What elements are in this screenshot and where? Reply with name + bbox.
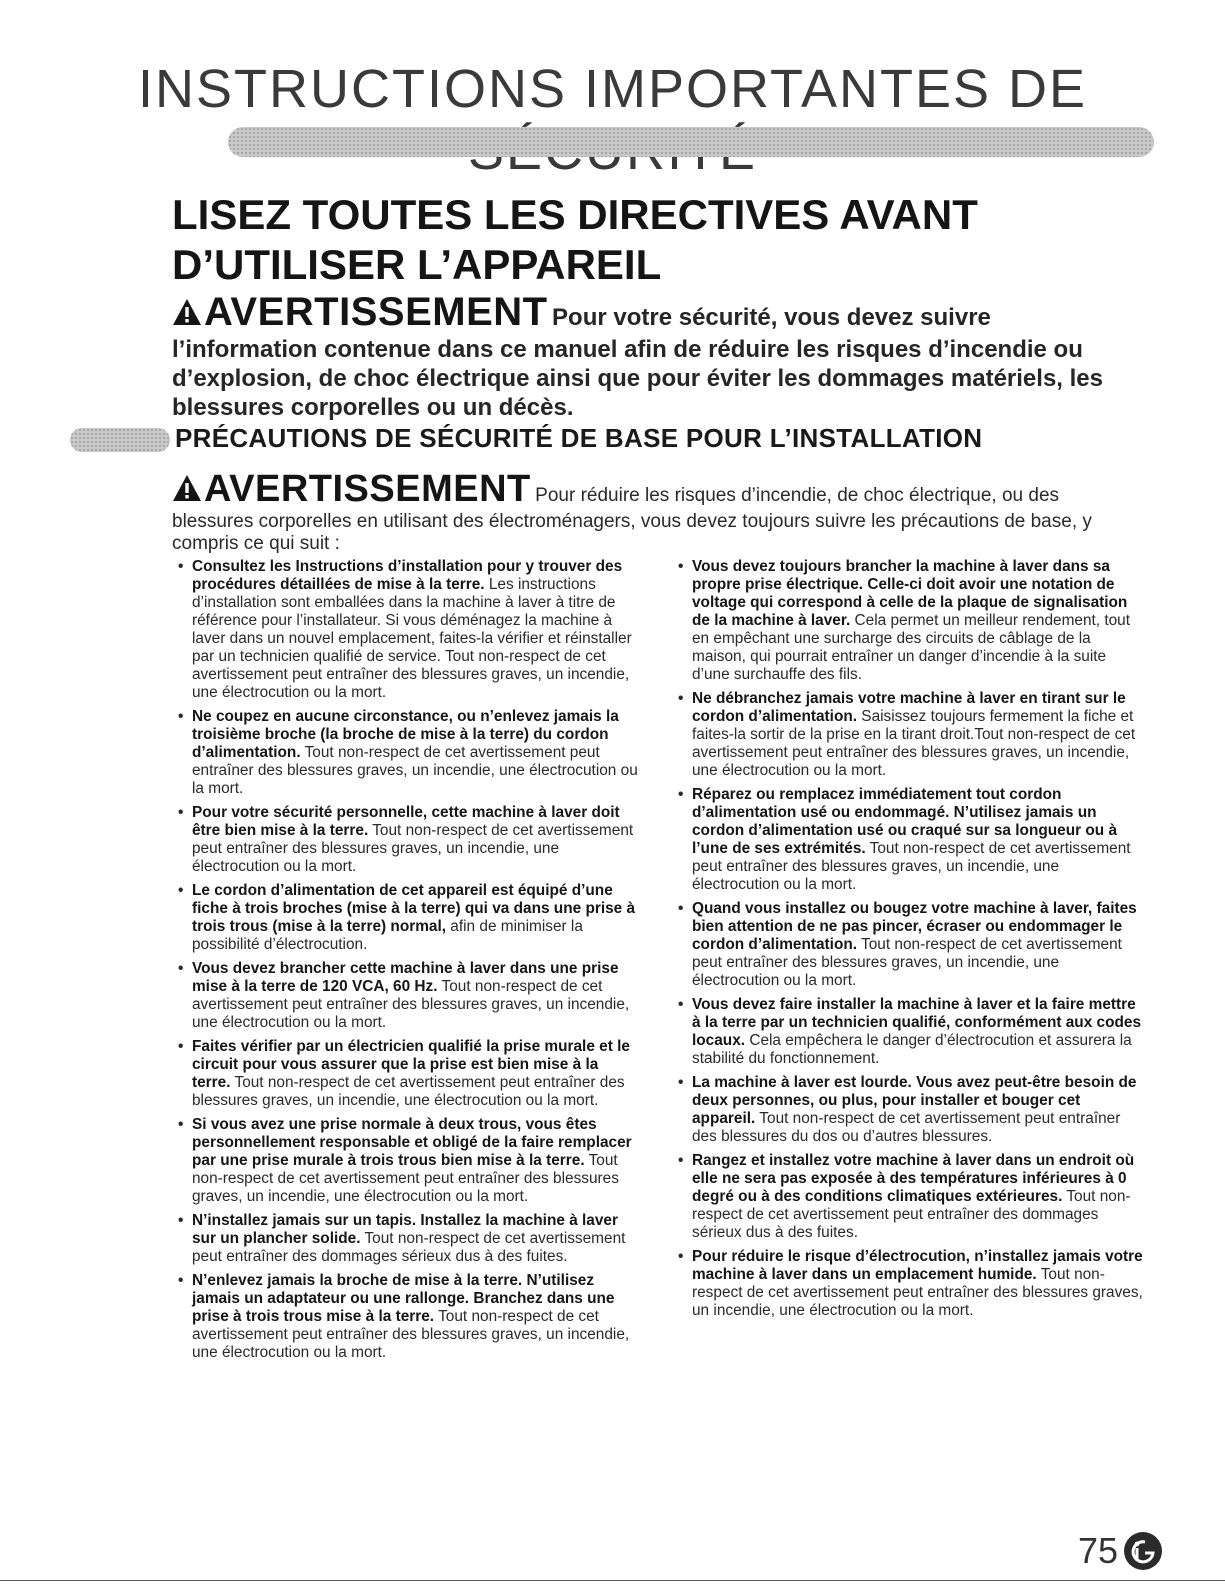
list-item-bold: Ne débranchez jamais votre machine à laver en tirant sur le cordon d’alimentation.: [692, 690, 1126, 725]
list-item-text: Tout non-respect de cet avertissement peut entraîner des blessures graves, un incendie, une électrocution ou la mort.: [192, 822, 634, 875]
warning-label: AVERTISSEMENT: [204, 468, 531, 510]
list-item: [678, 786, 1143, 894]
list-item: [178, 558, 638, 702]
list-item-bold: Ne coupez en aucune circonstance, ou n’enlevez jamais la troisième broche (la broche de mise à la terre) du cordon d’alimentation.: [192, 708, 619, 761]
list-item: [678, 1074, 1143, 1146]
list-item: [678, 1152, 1143, 1242]
list-item-text: Tout non-respect de cet avertissement peut entraîner des blessures graves, un incendie, une électrocution ou la mort.: [192, 1308, 630, 1361]
list-item-bold: Vous devez faire installer la machine à laver et la faire mettre à la terre par un technicien qualifié, conformément aux codes locaux.: [692, 996, 1142, 1049]
list-item: [678, 900, 1143, 990]
list-item: [178, 1272, 638, 1362]
list-item-bold: Pour réduire le risque d’électrocution, n’installez jamais votre machine à laver dans un emplacement humide.: [692, 1248, 1143, 1283]
list-item-bold: N’enlevez jamais la broche de mise à la terre. N’utilisez jamais un adaptateur ou une rallonge. Branchez dans une prise à trois trous mise à la terre.: [192, 1272, 615, 1325]
list-item-bold: Réparez ou remplacez immédiatement tout cordon d’alimentation usé ou endommagé. N’utilisez jamais un cordon d’alimentation usé ou craqué sur sa longueur ou à l’une de ses extrémités.: [692, 786, 1118, 857]
list-item: [178, 804, 638, 876]
list-item-text: Tout non-respect de cet avertissement peut entraîner des blessures graves, un incendie, une électrocution ou la mort.: [192, 744, 638, 797]
warning-text: Pour réduire les risques d’incendie, de choc électrique, ou des blessures corporelles en utilisant des électroménagers, vous devez toujours suivre les précautions de base, y compris ce qui suit :: [172, 485, 1092, 554]
list-item-bold: Pour votre sécurité personnelle, cette machine à laver doit être bien mise à la terre.: [192, 804, 620, 839]
list-item-bold: N’installez jamais sur un tapis. Installez la machine à laver sur un plancher solide.: [192, 1212, 618, 1247]
section-decorative-pill: [70, 428, 170, 452]
left-column: [178, 558, 638, 1368]
list-item-text: Cela empêchera le danger d’électrocution et assurera la stabilité du fonctionnement.: [692, 1032, 1132, 1067]
read-all-line-1: LISEZ TOUTES LES DIRECTIVES AVANT: [172, 191, 978, 238]
list-item-text: Tout non-respect de cet avertissement peut entraîner des blessures graves, un incendie, une électrocution ou la mort.: [192, 1074, 625, 1109]
list-item: [678, 558, 1143, 684]
bottom-rule: [0, 1580, 1225, 1581]
list-item: [678, 690, 1143, 780]
list-item: [178, 1116, 638, 1206]
warning-block-2: [172, 468, 1142, 555]
list-item-bold: Consultez les Instructions d’installation pour y trouver des procédures détaillées de mise à la terre.: [192, 558, 623, 593]
list-item: [178, 1038, 638, 1110]
list-item-text: afin de minimiser la possibilité d’électrocution.: [192, 918, 583, 953]
page-number: 75: [1078, 1530, 1119, 1571]
list-item: [178, 882, 638, 954]
section-title: PRÉCAUTIONS DE SÉCURITÉ DE BASE POUR L’INSTALLATION: [175, 423, 983, 453]
list-item: [678, 1248, 1143, 1320]
right-column: [678, 558, 1143, 1326]
list-item-bold: Vous devez brancher cette machine à laver dans une prise mise à la terre de 120 VCA, 60 Hz.: [192, 960, 619, 995]
list-item-text: Cela permet un meilleur rendement, tout en empêchant une surcharge des circuits de câblage de la maison, qui pourrait entraîner un danger d’incendie à la suite d’une surchauffe des fils.: [692, 612, 1131, 683]
list-item-text: Tout non-respect de cet avertissement peut entraîner des blessures du dos ou d’autres blessures.: [692, 1110, 1121, 1145]
read-all-line-2: D’UTILISER L’APPAREIL: [172, 241, 662, 288]
list-item-text: Tout non-respect de cet avertissement peut entraîner des dommages sérieux dus à des fuites.: [692, 1188, 1131, 1241]
list-item-text: Tout non-respect de cet avertissement peut entraîner des blessures graves, un incendie, une électrocution ou la mort.: [692, 840, 1131, 893]
page-title: INSTRUCTIONS IMPORTANTES DE: [137, 59, 1088, 119]
list-item-text: Tout non-respect de cet avertissement peut entraîner des blessures graves, un incendie, une électrocution ou la mort.: [692, 1266, 1143, 1319]
list-item-bold: Le cordon d’alimentation de cet appareil est équipé d’une fiche à trois broches (mise à la terre) qui va dans une prise à trois trous (mise à la terre) normal,: [192, 882, 636, 935]
list-item-text: Tout non-respect de cet avertissement peut entraîner des blessures graves, un incendie, une électrocution ou la mort.: [192, 978, 630, 1031]
list-item-text: Les instructions d’installation sont emballées dans la machine à laver à titre de référence pour l’installateur. Si vous déménagez la machine à laver dans un nouvel emplacement, faites-la vérifier et réinstaller par un technicien qualifié de service. Tout non-respect de cet avertissement peut entraîner des blessures graves, un incendie, une électrocution ou la mort.: [192, 576, 632, 701]
title-decorative-bar: [228, 127, 1154, 157]
list-item-bold: Vous devez toujours brancher la machine à laver dans sa propre prise électrique. Celle-ci doit avoir une notation de voltage qui correspond à celle de la plaque de signalisation de la machine à laver.: [692, 558, 1128, 629]
lg-logo-icon: [1123, 1531, 1163, 1571]
list-item-bold: La machine à laver est lourde. Vous avez peut-être besoin de deux personnes, ou plus, pour installer et bouger cet appareil.: [692, 1074, 1137, 1127]
read-all-heading: [172, 190, 1132, 290]
list-item-text: Tout non-respect de cet avertissement peut entraîner des dommages sérieux dus à des fuites.: [192, 1230, 626, 1265]
list-item: [678, 996, 1143, 1068]
list-item-bold: Rangez et installez votre machine à laver dans un endroit où elle ne sera pas exposée à des températures inférieures à 0 degré ou à des conditions climatiques extérieures.: [692, 1152, 1135, 1205]
list-item-bold: Quand vous installez ou bougez votre machine à laver, faites bien attention de ne pas pincer, écraser ou endommager le cordon d’alimentation.: [692, 900, 1137, 953]
warning-block-1: [172, 290, 1132, 422]
list-item-bold: Faites vérifier par un électricien qualifié la prise murale et le circuit pour vous assurer que la prise est bien mise à la terre.: [192, 1038, 630, 1091]
warning-triangle-icon: [172, 473, 202, 503]
list-item-text: Saisissez toujours fermement la fiche et faites-la sortir de la prise en la tirant droit.Tout non-respect de cet avertissement peut entraîner des blessures graves, un incendie, une électrocution ou la mort.: [692, 708, 1136, 779]
list-item-bold: Si vous avez une prise normale à deux trous, vous êtes personnellement responsable et obligé de la faire remplacer par une prise murale à trois trous bien mise à la terre.: [192, 1116, 632, 1169]
warning-triangle-icon: [172, 297, 202, 327]
list-item: [178, 708, 638, 798]
list-item: [178, 960, 638, 1032]
warning-label: AVERTISSEMENT: [204, 290, 548, 334]
list-item-text: Tout non-respect de cet avertissement peut entraîner des blessures graves, un incendie, une électrocution ou la mort.: [692, 936, 1122, 989]
list-item-text: Tout non-respect de cet avertissement peut entraîner des blessures graves, un incendie, une électrocution ou la mort.: [192, 1152, 619, 1205]
warning-text: Pour votre sécurité, vous devez suivre l’information contenue dans ce manuel afin de réduire les risques d’incendie ou d’explosion, de choc électrique ainsi que pour éviter les dommages matériels, les blessures corporelles ou un décès.: [172, 304, 1103, 421]
list-item: [178, 1212, 638, 1266]
